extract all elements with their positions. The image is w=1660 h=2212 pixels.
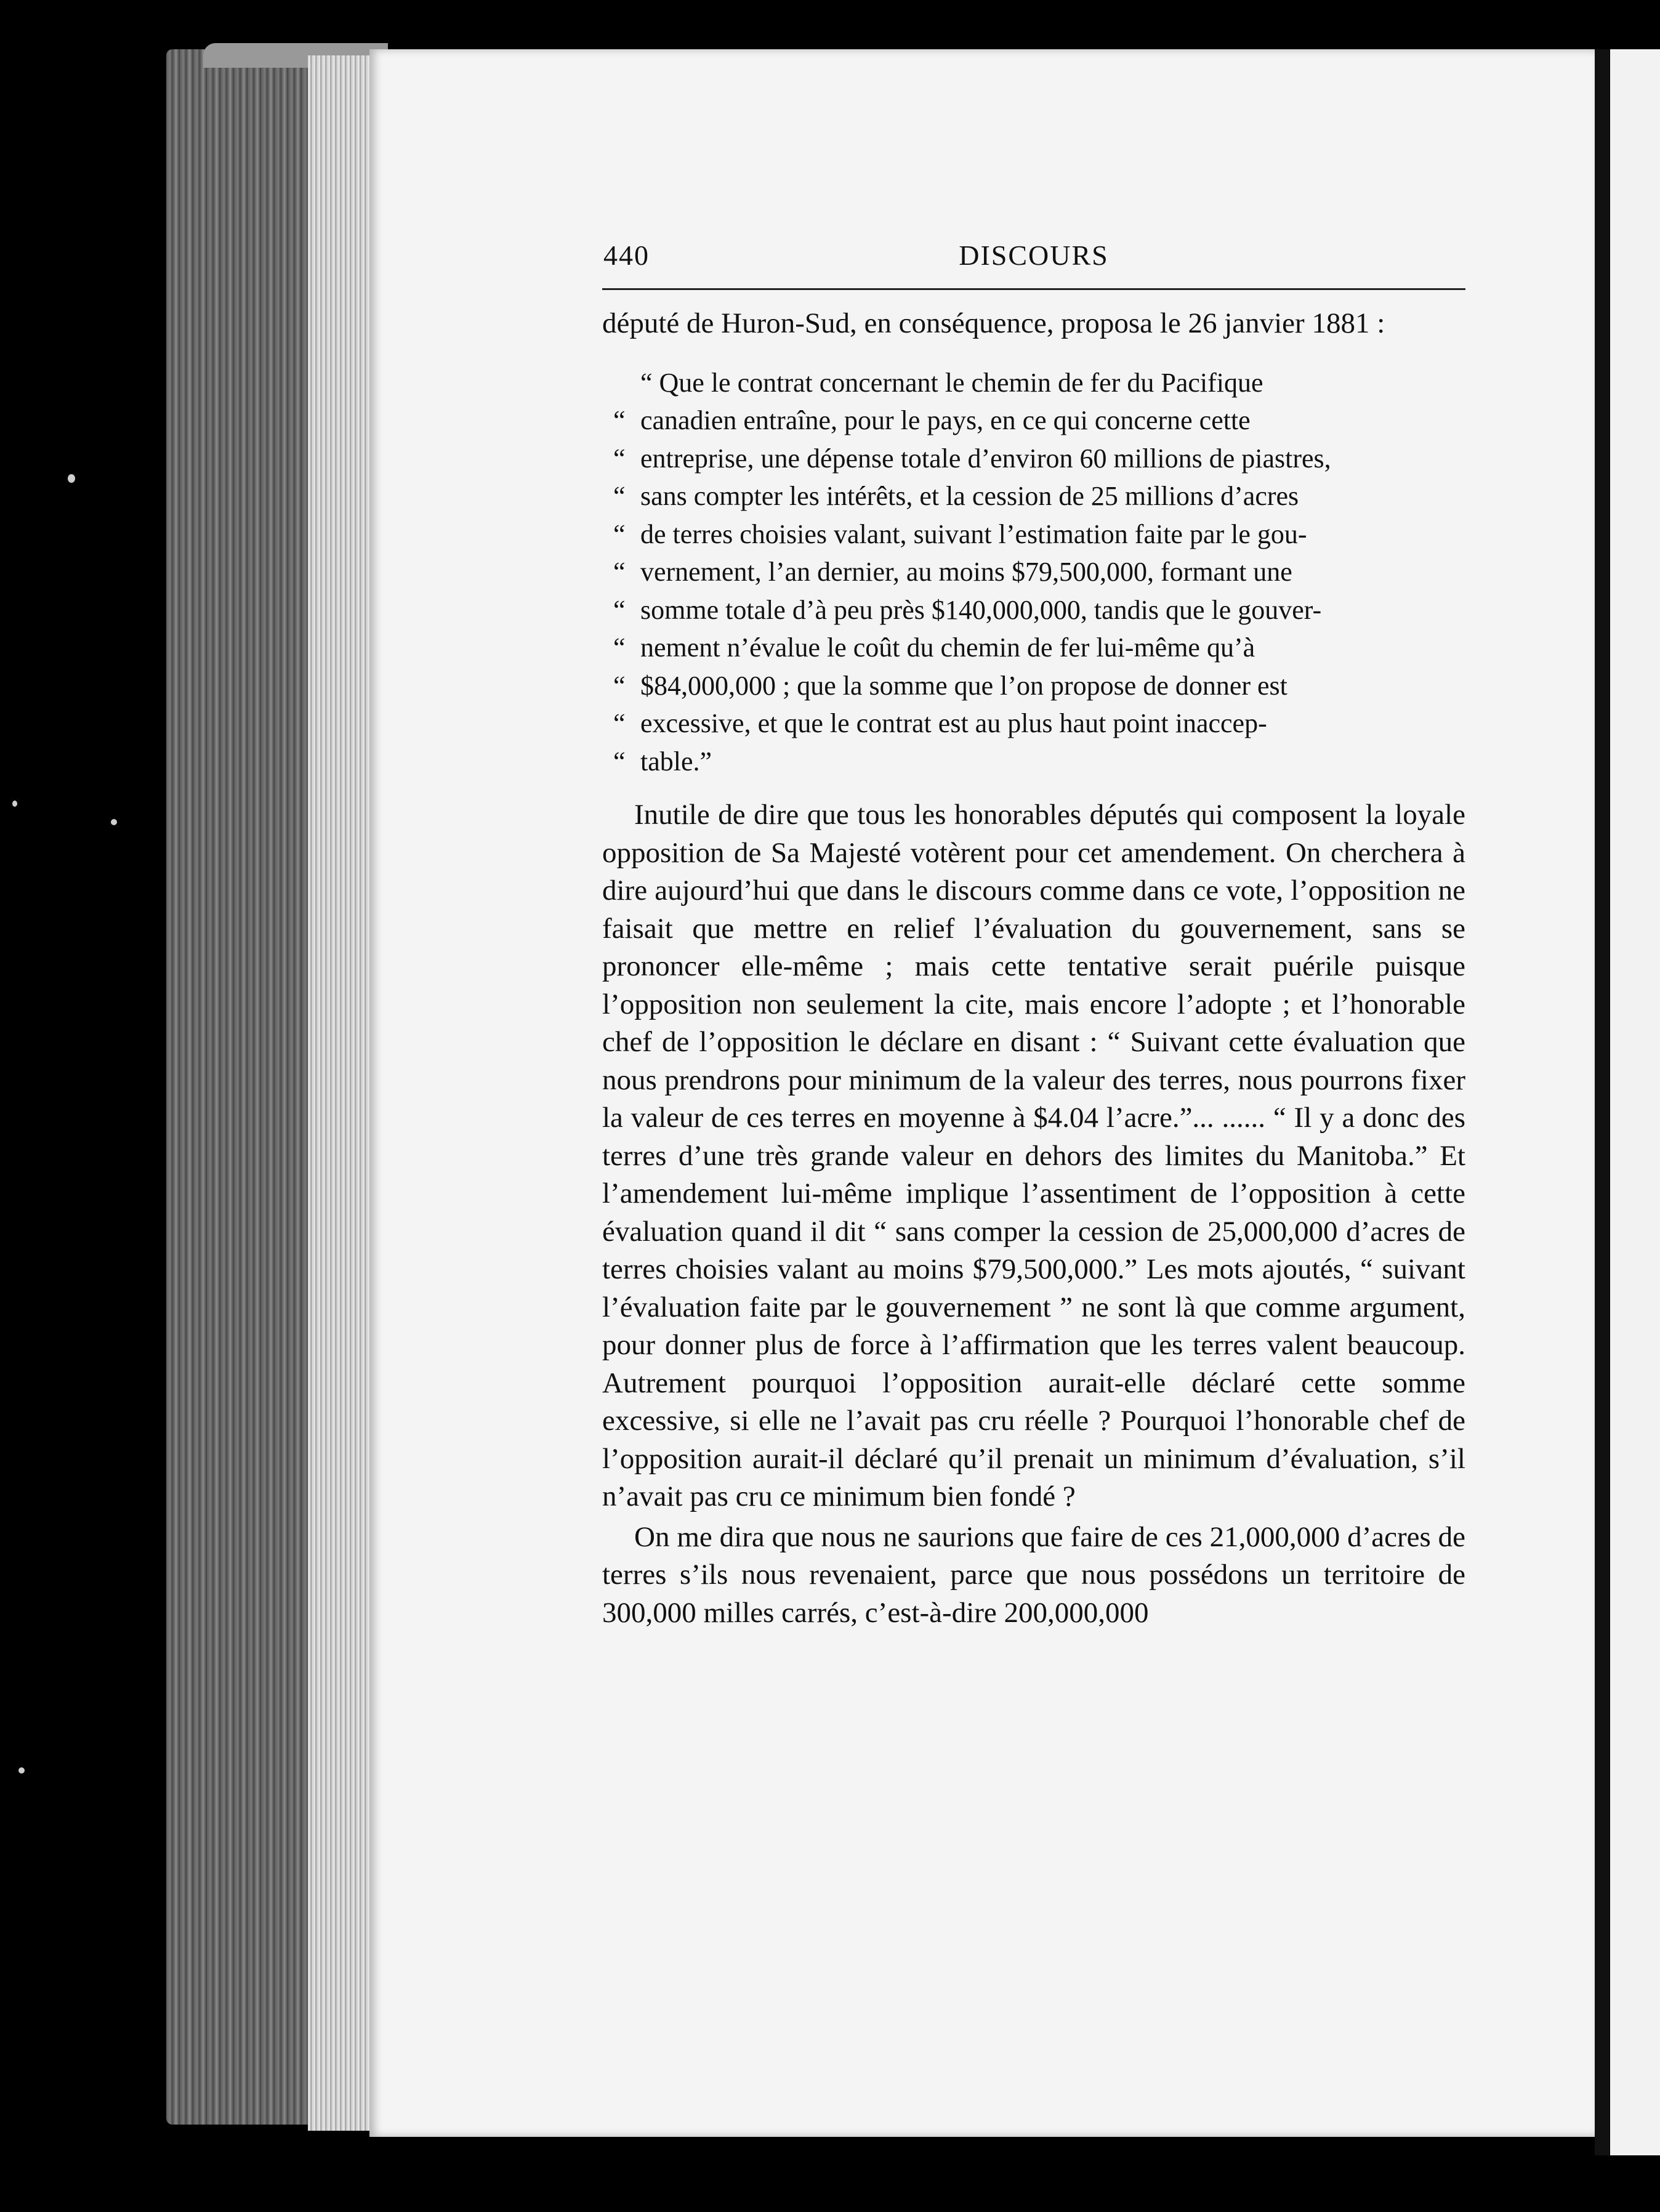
quote-line: “ entreprise, une dépense totale d’environ 60 millions de piastres, bbox=[613, 443, 1331, 474]
intro-paragraph: député de Huron-Sud, en conséquence, proposa le 26 janvier 1881 : bbox=[602, 307, 1385, 339]
quote-line: “ canadien entraîne, pour le pays, en ce qui concerne cette bbox=[613, 405, 1251, 435]
quote-line: “ sans compter les intérêts, et la cession de 25 millions d’acres bbox=[613, 481, 1299, 511]
amendment-quote bbox=[602, 364, 1465, 781]
quote-line: “ excessive, et que le contrat est au plus haut point inaccep- bbox=[613, 708, 1267, 738]
scan-speck bbox=[111, 819, 117, 825]
facing-page-edge bbox=[1610, 49, 1660, 2155]
quote-line: “ de terres choisies valant, suivant l’estimation faite par le gou- bbox=[613, 519, 1307, 549]
page-text-block bbox=[602, 234, 1465, 1632]
scan-speck bbox=[12, 801, 17, 807]
header-rule bbox=[602, 288, 1465, 290]
running-title: DISCOURS bbox=[959, 240, 1109, 271]
body-paragraph: On me dira que nous ne saurions que faire de ces 21,000,000 d’acres de terres s’ils nous revenaient, parce que nous possédons un territoire de 300,000 milles carrés, c’est-à-dire 200,000,000 bbox=[602, 1520, 1465, 1629]
quote-line: “ vernement, l’an dernier, au moins $79,500,000, formant une bbox=[613, 557, 1292, 587]
quote-line: “ $84,000,000 ; que la somme que l’on propose de donner est bbox=[613, 670, 1287, 701]
body-paragraph: Inutile de dire que tous les honorables députés qui composent la loyale opposition de Sa Majesté votèrent pour cet amendement. On cherchera à dire aujourd’hui que dans le discours comme dans ce vote, l’opposition ne faisait que mettre en relief l’évaluation du gouvernement, sans se prononcer elle-même ; mais cette tentative serait puérile puisque l’opposition non seulement la cite, mais encore l’adopte ; et l’honorable chef de l’opposition le déclare en disant : “ Suivant cette évaluation que nous prendrons pour minimum de la valeur des terres, nous pourrons fixer la valeur de ces terres en moyenne à $4.04 l’acre.”... ...... “ Il y a donc des terres d’une très grande valeur en dehors des limites du Manitoba.” Et l’amendement lui-même implique l’assentiment de l’opposition à cette évaluation quand il dit “ sans comper la cession de 25,000,000 d’acres de terres choisies valant au moins $79,500,000.” Les mots ajoutés, “ suivant l’évaluation faite par le gouvernement ” ne sont là que comme argument, pour donner plus de force à l’affirmation que les terres valent beaucoup. Autrement pourquoi l’opposition aurait-elle déclaré cette somme excessive, si elle ne l’avait pas cru réelle ? Pourquoi l’honorable chef de l’opposition aurait-il déclaré qu’il prenait un minimum d’évaluation, s’il n’avait pas cru ce minimum bien fondé ? bbox=[602, 799, 1465, 1512]
running-header bbox=[602, 234, 1465, 277]
quote-line: “ table.” bbox=[613, 746, 712, 777]
quote-line: “ Que le contrat concernant le chemin de fer du Pacifique bbox=[640, 367, 1263, 398]
quote-line: “ nement n’évalue le coût du chemin de fer lui-même qu’à bbox=[613, 632, 1255, 663]
page-number: 440 bbox=[603, 240, 650, 271]
page-gutter-shadow bbox=[1595, 49, 1610, 2155]
quote-line: “ somme totale d’à peu près $140,000,000, tandis que le gouver- bbox=[613, 594, 1322, 625]
scan-speck bbox=[68, 474, 75, 483]
scan-speck bbox=[18, 1767, 25, 1774]
